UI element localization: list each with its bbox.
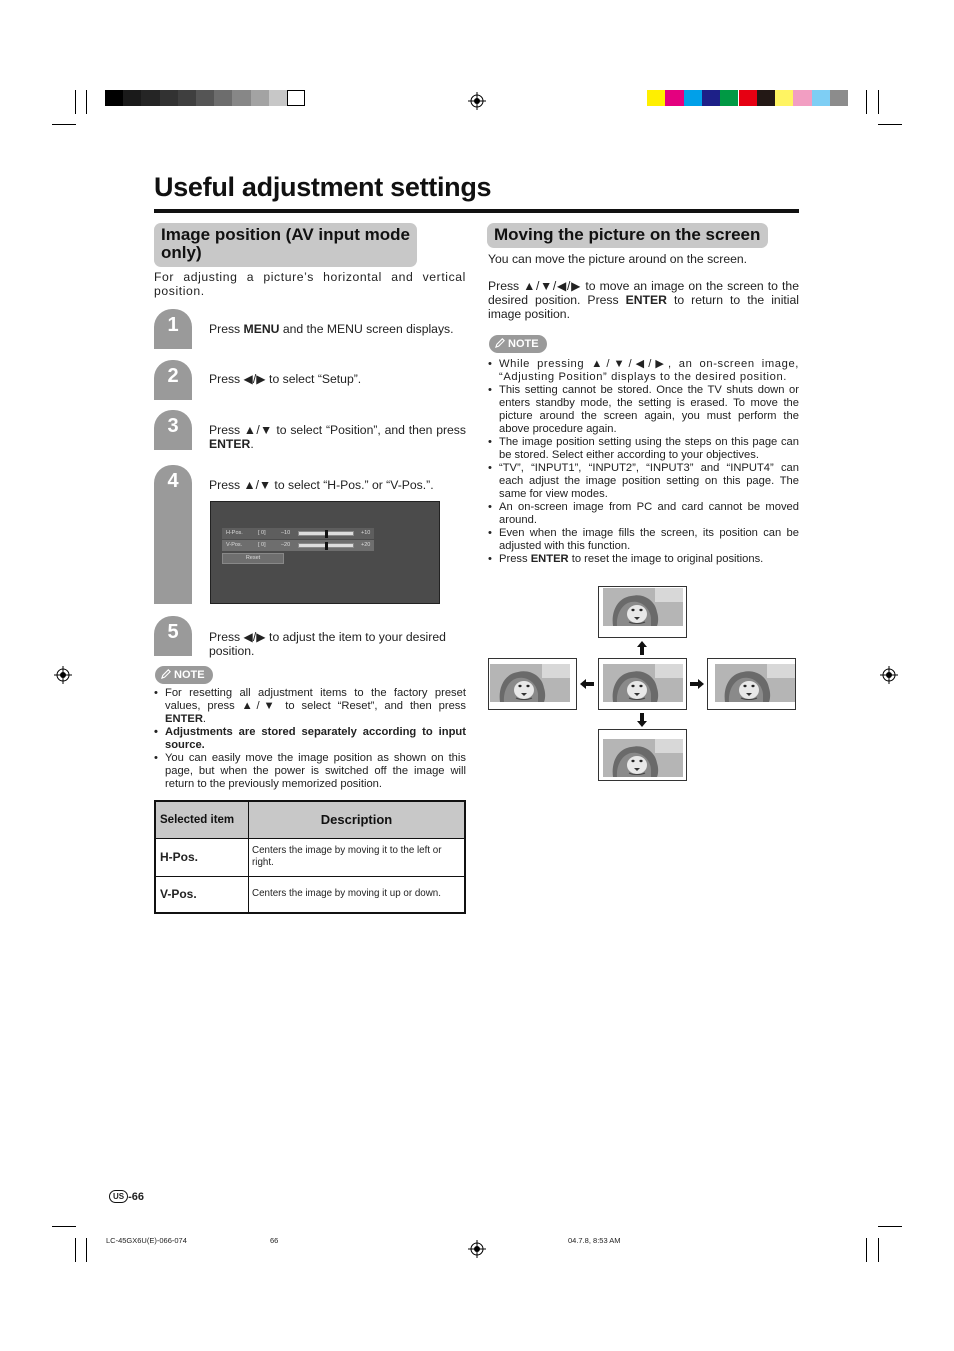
color-swatch [793, 90, 811, 106]
left-note-badge: NOTE [155, 666, 213, 684]
page-title: Useful adjustment settings [154, 172, 492, 202]
settings-table [154, 800, 466, 914]
grayscale-swatch [123, 90, 141, 106]
page-number: US -66 [109, 1190, 144, 1203]
frame-moved-up [598, 586, 687, 638]
grayscale-swatch [214, 90, 232, 106]
left-note-3: • You can easily move the image position as shown on this page, but when the power is switched off the image will return to the previously memorized position. [154, 752, 466, 791]
color-swatch [830, 90, 848, 106]
right-note-badge: NOTE [489, 335, 547, 353]
right-note-1: • While pressing ▲/▼/◀/▶, an on-screen image, “Adjusting Position” displays to the desired position. [488, 358, 799, 384]
right-section-heading: Moving the picture on the screen [487, 223, 768, 248]
right-intro: You can move the picture around on the screen. [488, 252, 748, 266]
right-note-4: • “TV”, “INPUT1”, “INPUT2”, “INPUT3” and “INPUT4” can each adjust the image position setting on this page. The same for view modes. [488, 462, 799, 501]
osd-vpos-slider [298, 543, 354, 548]
title-rule [154, 209, 799, 213]
grayscale-swatch [287, 90, 305, 106]
region-badge: US [109, 1190, 128, 1203]
table-cell-item: V-Pos. [155, 876, 249, 913]
left-intro: For adjusting a picture’s horizontal and vertical position. [154, 270, 466, 298]
table-cell-item: H-Pos. [155, 838, 249, 876]
frame-moved-down [598, 729, 687, 781]
color-swatch [665, 90, 683, 106]
step-5-text: Press ◀/▶ to adjust the item to your desired position. [209, 630, 446, 658]
frame-center [598, 658, 687, 710]
arrow-right-icon [690, 679, 704, 689]
lion-image [603, 664, 683, 702]
left-note-1: • For resetting all adjustment items to the factory preset values, press ▲/▼ to select “Reset”, and then press ENTER. [154, 687, 466, 726]
color-swatch [812, 90, 830, 106]
right-notes [488, 358, 799, 566]
color-swatch [684, 90, 702, 106]
right-note-7: • Press ENTER to reset the image to original positions. [488, 553, 799, 566]
table-cell-description: Centers the image by moving it to the left or right. [249, 838, 466, 876]
arrow-left-icon [580, 679, 594, 689]
step-4-text: Press ▲/▼ to select “H-Pos.” or “V-Pos.”. [209, 478, 434, 492]
table-row [155, 838, 465, 876]
osd-row-hpos: H-Pos. [ 0] –10 +10 [222, 528, 374, 539]
osd-hpos-thumb [325, 530, 328, 538]
footer-page: 66 [270, 1236, 279, 1245]
arrow-down-icon [637, 713, 647, 727]
grayscale-swatch [178, 90, 196, 106]
step-1-badge: 1 [154, 309, 192, 349]
osd-hpos-slider [298, 531, 354, 536]
step-3-badge: 3 [154, 410, 192, 450]
footer-timestamp: 04.7.8, 8:53 AM [568, 1236, 621, 1245]
lion-image [715, 664, 795, 702]
frame-moved-left [488, 658, 577, 710]
lion-image [490, 664, 570, 702]
pencil-icon [161, 668, 172, 679]
osd-row-vpos: V-Pos. [ 0] –20 +20 [222, 540, 374, 551]
color-swatch [702, 90, 720, 106]
step-4-badge: 4 [154, 465, 192, 604]
color-swatch [775, 90, 793, 106]
left-note-2: • Adjustments are stored separately according to input source. [154, 726, 466, 752]
pencil-icon [495, 337, 506, 348]
registration-mark-right [880, 666, 898, 684]
table-header-description: Description [249, 801, 466, 838]
color-swatch [739, 90, 757, 106]
registration-mark-top [468, 92, 486, 110]
grayscale-swatch [232, 90, 250, 106]
table-header-item: Selected item [155, 801, 249, 838]
footer-file-id: LC-45GX6U(E)-066-074 [106, 1236, 187, 1245]
grayscale-swatch [160, 90, 178, 106]
grayscale-swatch [269, 90, 287, 106]
lion-image [603, 588, 683, 626]
color-swatch [720, 90, 738, 106]
step-2-badge: 2 [154, 360, 192, 400]
left-notes [154, 687, 466, 791]
registration-mark-left [54, 666, 72, 684]
arrow-up-icon [637, 641, 647, 655]
step-3-text: Press ▲/▼ to select “Position”, and then press ENTER. [209, 423, 466, 451]
right-press-text: Press ▲/▼/◀/▶ to move an image on the screen to the desired position. Press ENTER to return to the initial image position. [488, 279, 799, 321]
osd-vpos-thumb [325, 542, 328, 550]
table-cell-description: Centers the image by moving it up or down. [249, 876, 466, 913]
right-note-5: • An on-screen image from PC and card cannot be moved around. [488, 501, 799, 527]
left-section-heading: Image position (AV input mode only) [154, 223, 417, 267]
grayscale-swatch [251, 90, 269, 106]
grayscale-swatch [105, 90, 123, 106]
step-5-badge: 5 [154, 616, 192, 656]
table-row [155, 876, 465, 913]
osd-position-menu [210, 501, 440, 604]
frame-moved-right [707, 658, 796, 710]
step-1-text: Press MENU and the MENU screen displays. [209, 322, 454, 336]
color-swatch [647, 90, 665, 106]
osd-reset-item: Reset [222, 553, 284, 564]
lion-image [603, 739, 683, 777]
color-swatch [757, 90, 775, 106]
grayscale-swatch [196, 90, 214, 106]
right-note-2: • This setting cannot be stored. Once the TV shuts down or enters standby mode, the setting is erased. To move the picture around the screen again, you must perform the above procedure again. [488, 384, 799, 436]
registration-mark-bottom [468, 1240, 486, 1258]
right-note-3: • The image position setting using the steps on this page can be stored. Select either according to your objectives. [488, 436, 799, 462]
step-2-text: Press ◀/▶ to select “Setup”. [209, 372, 362, 386]
grayscale-swatch [141, 90, 159, 106]
right-note-6: • Even when the image fills the screen, its position can be adjusted with this function. [488, 527, 799, 553]
